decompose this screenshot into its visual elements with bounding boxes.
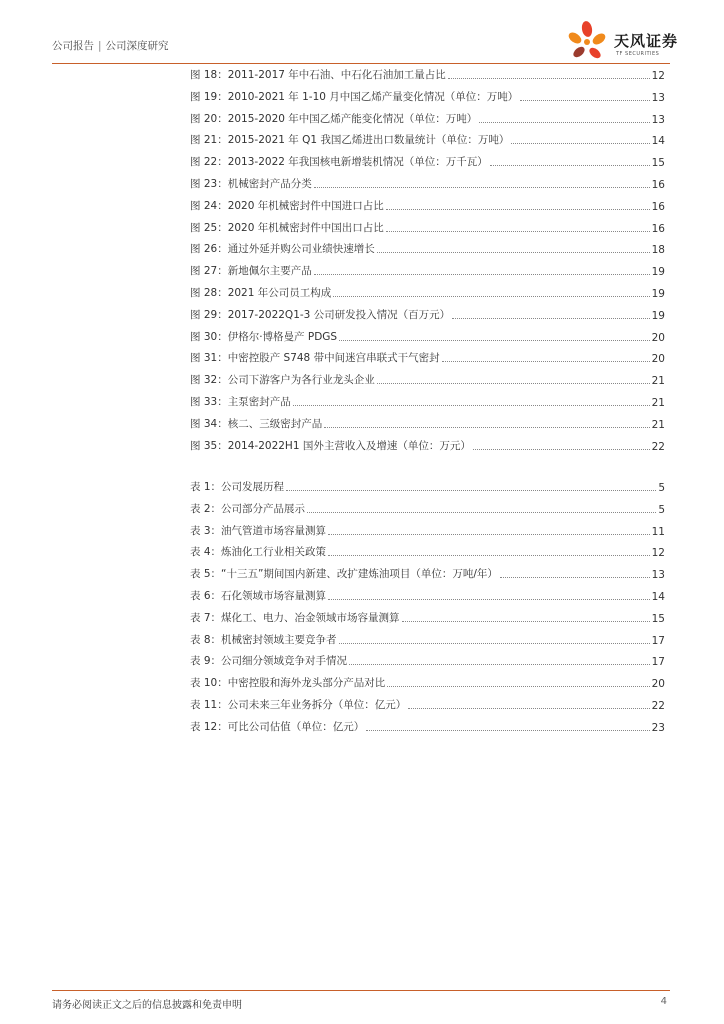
figure-entry-page: 21	[651, 375, 665, 388]
figure-entry-title: 图 29：2017-2022Q1-3 公司研发投入情况（百万元）	[190, 308, 451, 321]
header-divider	[52, 63, 670, 64]
table-entry-title: 表 9：公司细分领域竞争对手情况	[190, 655, 348, 668]
dot-leader	[314, 274, 650, 275]
table-entry-page: 22	[651, 700, 665, 712]
table-entry-page: 14	[651, 591, 665, 603]
figure-entry[interactable]	[190, 240, 665, 256]
figure-entry-title: 图 24：2020 年机械密封件中国进口占比	[190, 199, 384, 212]
figure-entry[interactable]	[190, 110, 665, 126]
figure-entry-title: 图 22：2013-2022 年我国核电新增装机情况（单位：万千瓦）	[190, 156, 488, 169]
table-entry-title: 表 10：中密控股和海外龙头部分产品对比	[190, 677, 386, 690]
logo-company-name: 天风证券	[614, 32, 679, 50]
dot-leader	[479, 122, 649, 123]
table-entry-page: 20	[651, 678, 665, 691]
table-entry[interactable]	[190, 478, 665, 494]
footer-disclaimer: 请务必阅读正文之后的信息披露和免责申明	[52, 1000, 242, 1011]
figure-entry-page: 16	[651, 200, 665, 213]
figure-entry-page: 16	[651, 222, 665, 235]
figure-entry-title: 图 30：伊格尔·博格曼产 PDGS	[190, 330, 338, 343]
table-entry-title: 表 12：可比公司估值（单位：亿元）	[190, 720, 365, 733]
figure-entry-title: 图 32：公司下游客户为各行业龙头企业	[190, 374, 375, 387]
table-entry-title: 表 3：油气管道市场容量测算	[190, 524, 327, 537]
dot-leader	[386, 209, 650, 210]
page-number: 4	[660, 996, 667, 1007]
figure-entry-page: 19	[651, 266, 665, 279]
table-entry-page: 12	[651, 547, 665, 560]
dot-leader	[500, 577, 650, 578]
table-entry-title: 表 8：机械密封领域主要竞争者	[190, 633, 337, 646]
dot-leader	[448, 78, 650, 79]
footer-divider	[52, 990, 670, 991]
figure-entry[interactable]	[190, 437, 665, 453]
table-entry-title: 表 2：公司部分产品展示	[190, 502, 306, 515]
figure-entry-title: 图 19：2010-2021 年 1-10 月中国乙烯产量变化情况（单位：万吨）	[190, 90, 519, 103]
table-entry-page: 23	[651, 721, 665, 734]
table-entry-title: 表 5：“十三五”期间国内新建、改扩建炼油项目（单位：万吨/年）	[190, 568, 498, 581]
figure-entry[interactable]	[190, 66, 665, 82]
figure-entry[interactable]	[190, 328, 665, 344]
dot-leader	[511, 143, 649, 144]
dot-leader	[339, 340, 650, 341]
table-entry-page: 5	[658, 482, 665, 494]
figure-entry[interactable]	[190, 88, 665, 104]
dot-leader	[408, 708, 649, 709]
table-entry[interactable]	[190, 500, 665, 516]
table-entry[interactable]	[190, 718, 665, 734]
table-entry[interactable]	[190, 565, 665, 581]
figure-entry[interactable]	[190, 284, 665, 300]
figure-entry-page: 20	[651, 331, 665, 344]
figure-entry-page: 22	[651, 440, 665, 453]
dot-leader	[442, 361, 650, 362]
figure-entry[interactable]	[190, 197, 665, 213]
figure-entry-page: 19	[651, 288, 665, 300]
table-entry[interactable]	[190, 543, 665, 559]
table-entry[interactable]	[190, 587, 665, 603]
dot-leader	[377, 383, 650, 384]
figure-entry-page: 15	[651, 157, 665, 170]
dot-leader	[328, 599, 650, 600]
figure-entry-title: 图 26：通过外延并购公司业绩快速增长	[190, 243, 375, 256]
table-entry-page: 17	[651, 634, 665, 647]
table-entry-title: 表 11：公司未来三年业务拆分（单位：亿元）	[190, 699, 407, 711]
figure-entry-page: 14	[651, 135, 665, 148]
figure-entry-page: 13	[651, 91, 665, 104]
figure-entry[interactable]	[190, 219, 665, 235]
dot-leader	[490, 165, 650, 166]
tf-securities-logo	[566, 20, 679, 64]
figure-entry-page: 20	[651, 353, 665, 366]
figure-entry[interactable]	[190, 262, 665, 278]
figure-entry-title: 图 31：中密控股产 S748 带中间迷宫串联式干气密封	[190, 352, 440, 365]
report-header	[52, 38, 169, 53]
dot-leader	[520, 100, 649, 101]
dot-leader	[402, 621, 650, 622]
table-entry[interactable]	[190, 609, 665, 625]
figure-entry[interactable]	[190, 349, 665, 365]
figure-entry-title: 图 21：2015-2021 年 Q1 我国乙烯进出口数量统计（单位：万吨）	[190, 134, 510, 147]
figure-entry-title: 图 34：核二、三级密封产品	[190, 417, 323, 430]
figure-entry-title: 图 35：2014-2022H1 国外主营收入及增速（单位：万元）	[190, 439, 471, 452]
dot-leader	[307, 512, 656, 513]
figure-entry-page: 13	[651, 113, 665, 126]
figure-entry[interactable]	[190, 393, 665, 409]
figure-entry[interactable]	[190, 306, 665, 322]
dot-leader	[293, 405, 650, 406]
dot-leader	[333, 296, 649, 297]
table-entry-title: 表 6：石化领域市场容量测算	[190, 590, 327, 602]
table-entry-title: 表 7：煤化工、电力、冶金领域市场容量测算	[190, 611, 400, 624]
dot-leader	[349, 664, 650, 665]
dot-leader	[324, 427, 649, 428]
figure-entry-page: 18	[651, 244, 665, 257]
report-type: 公司报告	[52, 40, 94, 52]
logo-flower-icon	[566, 20, 612, 64]
figure-entry[interactable]	[190, 175, 665, 191]
figure-entry-title: 图 18：2011-2017 年中石油、中石化石油加工量占比	[190, 69, 446, 81]
figure-entry-title: 图 20：2015-2020 年中国乙烯产能变化情况（单位：万吨）	[190, 112, 478, 125]
table-entry[interactable]	[190, 696, 665, 712]
report-subtype: 公司深度研究	[105, 40, 169, 52]
dot-leader	[386, 231, 650, 232]
dot-leader	[366, 730, 649, 731]
dot-leader	[387, 686, 649, 687]
table-entry[interactable]	[190, 674, 665, 690]
table-entry[interactable]	[190, 522, 665, 538]
figure-entry-page: 19	[651, 309, 665, 322]
figure-entry-title: 图 27：新地佩尔主要产品	[190, 265, 312, 278]
figure-entry[interactable]	[190, 131, 665, 147]
figure-entry-page: 16	[651, 179, 665, 191]
table-entry[interactable]	[190, 652, 665, 668]
dot-leader	[328, 534, 650, 535]
dot-leader	[473, 449, 650, 450]
figure-entry[interactable]	[190, 371, 665, 387]
figure-entry-page: 21	[651, 397, 665, 409]
dot-leader	[452, 318, 649, 319]
table-entry-page: 13	[651, 569, 665, 582]
figure-entry[interactable]	[190, 153, 665, 169]
figure-entry-page: 21	[651, 418, 665, 431]
figure-entry-page: 12	[651, 70, 665, 82]
figure-entry-title: 图 33：主泵密封产品	[190, 396, 291, 408]
table-entry-page: 15	[651, 612, 665, 625]
figure-entry-title: 图 23：机械密封产品分类	[190, 178, 312, 190]
table-entry-title: 表 4：炼油化工行业相关政策	[190, 546, 327, 559]
table-entry-page: 17	[651, 656, 665, 669]
table-entry[interactable]	[190, 631, 665, 647]
figure-entry-title: 图 25：2020 年机械密封件中国出口占比	[190, 221, 384, 234]
header-separator: |	[98, 40, 102, 52]
dot-leader	[328, 555, 650, 556]
logo-company-subtitle: TF SECURITIES	[616, 51, 660, 57]
dot-leader	[339, 643, 650, 644]
table-entry-title: 表 1：公司发展历程	[190, 481, 285, 493]
table-entry-page: 11	[651, 525, 665, 538]
figure-entry-title: 图 28：2021 年公司员工构成	[190, 287, 332, 299]
dot-leader	[286, 490, 656, 491]
dot-leader	[314, 187, 650, 188]
dot-leader	[377, 252, 650, 253]
table-entry-page: 5	[658, 503, 665, 516]
figure-entry[interactable]	[190, 415, 665, 431]
